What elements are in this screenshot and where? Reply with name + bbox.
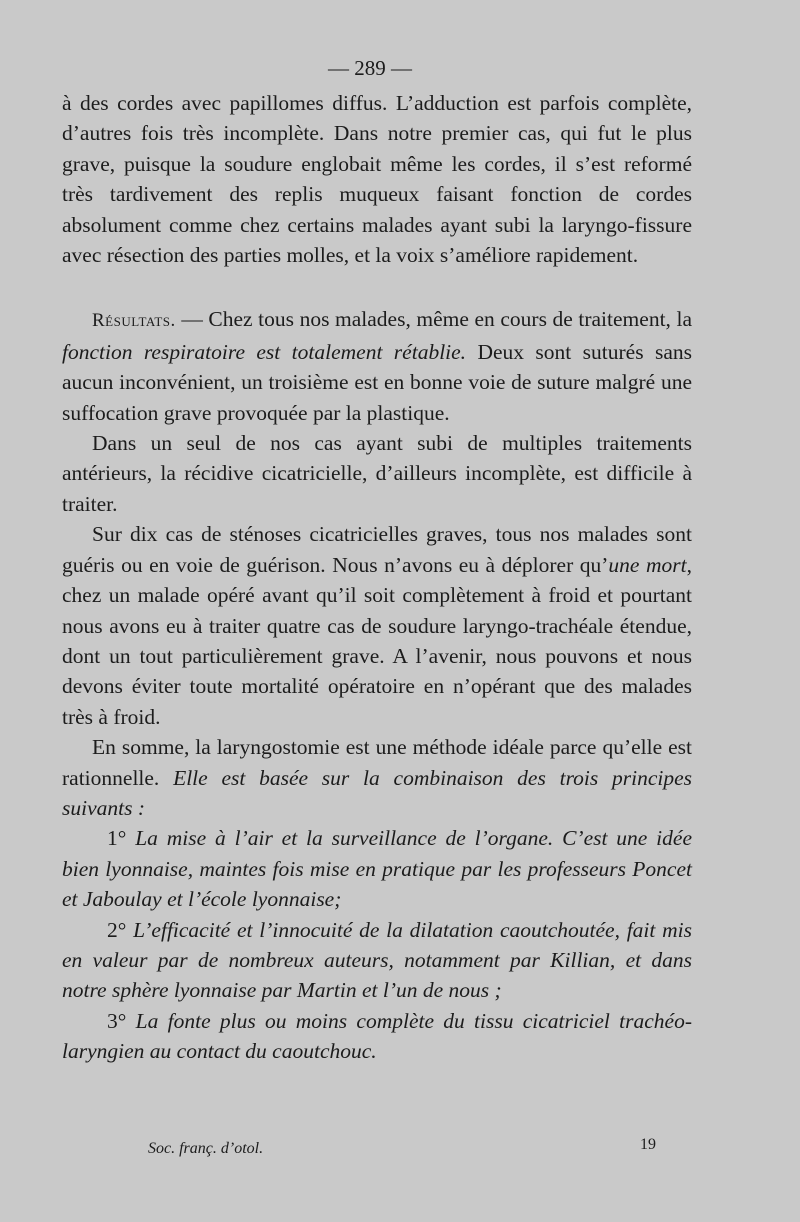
principle-2 [62, 915, 692, 1006]
resultats-text-a: Chez tous nos malades, même en cours de traitement, la [208, 307, 693, 332]
principle-number: 2° [107, 917, 127, 942]
paragraph-4 [62, 519, 692, 732]
paragraph-5 [62, 732, 692, 823]
signature-mark: 19 [640, 1136, 656, 1153]
paragraph-3: Dans un seul de nos cas ayant subi de multiples traitements antérieurs, la récidive cicatricielle, d’ailleurs incomplète, est difficile à traiter. [62, 431, 692, 516]
page-number: — 289 — [328, 56, 412, 80]
footer-journal: Soc. franç. d’otol. [148, 1140, 264, 1157]
heading-dash: — [175, 307, 209, 332]
principle-1 [62, 823, 692, 914]
para4-italic: une mort [608, 552, 687, 577]
paragraph-resultats [62, 304, 692, 428]
para4-text-a: Sur dix cas de sténoses cicatricielles graves, tous nos malades sont guéris ou en voie de guérison. Nous n’avons eu à déplorer qu’ [62, 522, 692, 577]
section-heading: Résultats. [92, 310, 176, 332]
principle-text: La fonte plus ou moins complète du tissu cicatriciel trachéo-laryngien au contact du caoutchouc. [62, 1008, 692, 1064]
principle-3 [62, 1006, 692, 1067]
body-text [62, 88, 692, 1067]
resultats-italic: fonction respiratoire est totalement rétablie. [62, 339, 467, 364]
para5-text-a: En somme, la laryngostomie est une méthode idéale parce qu’elle est rationnelle. [62, 735, 692, 790]
principle-number: 1° [107, 826, 127, 851]
paragraph-1: à des cordes avec papillomes diffus. L’adduction est parfois complète, d’autres fois très incomplète. Dans notre premier cas, qui fut le plus grave, puisque la soudure englobait même les cordes, il s’est reformé très tardivement des replis muqueux faisant fonction de cordes absolument comme chez certains malades ayant subi la laryngo-fissure avec résection des parties molles, et la voix s’améliore rapidement. [62, 91, 692, 268]
para4-text-b: , chez un malade opéré avant qu’il soit complètement à froid et pourtant nous avons eu à traiter quatre cas de soudure laryngo-trachéale étendue, dont un tout particulièrement grave. A l’avenir, nous pouvons et nous devons éviter toute mortalité opératoire en n’opérant que des malades très à froid. [62, 552, 692, 729]
para5-italic: Elle est basée sur la combinaison des trois principes suivants : [62, 765, 693, 820]
resultats-text-b: Deux sont suturés sans aucun inconvénient, un troisième est en bonne voie de suture malgré une suffocation grave provoquée par la plastique. [62, 339, 692, 425]
principle-number: 3° [107, 1008, 127, 1033]
principle-text: L’efficacité et l’innocuité de la dilatation caoutchoutée, fait mis en valeur par de nombreux auteurs, notamment par Killian, et dans notre sphère lyonnaise par Martin et l’un de nous ; [62, 917, 692, 1003]
principle-text: La mise à l’air et la surveillance de l’organe. C’est une idée bien lyonnaise, maintes fois mise en pratique par les professeurs Poncet et Jaboulay et l’école lyonnaise; [62, 826, 692, 912]
